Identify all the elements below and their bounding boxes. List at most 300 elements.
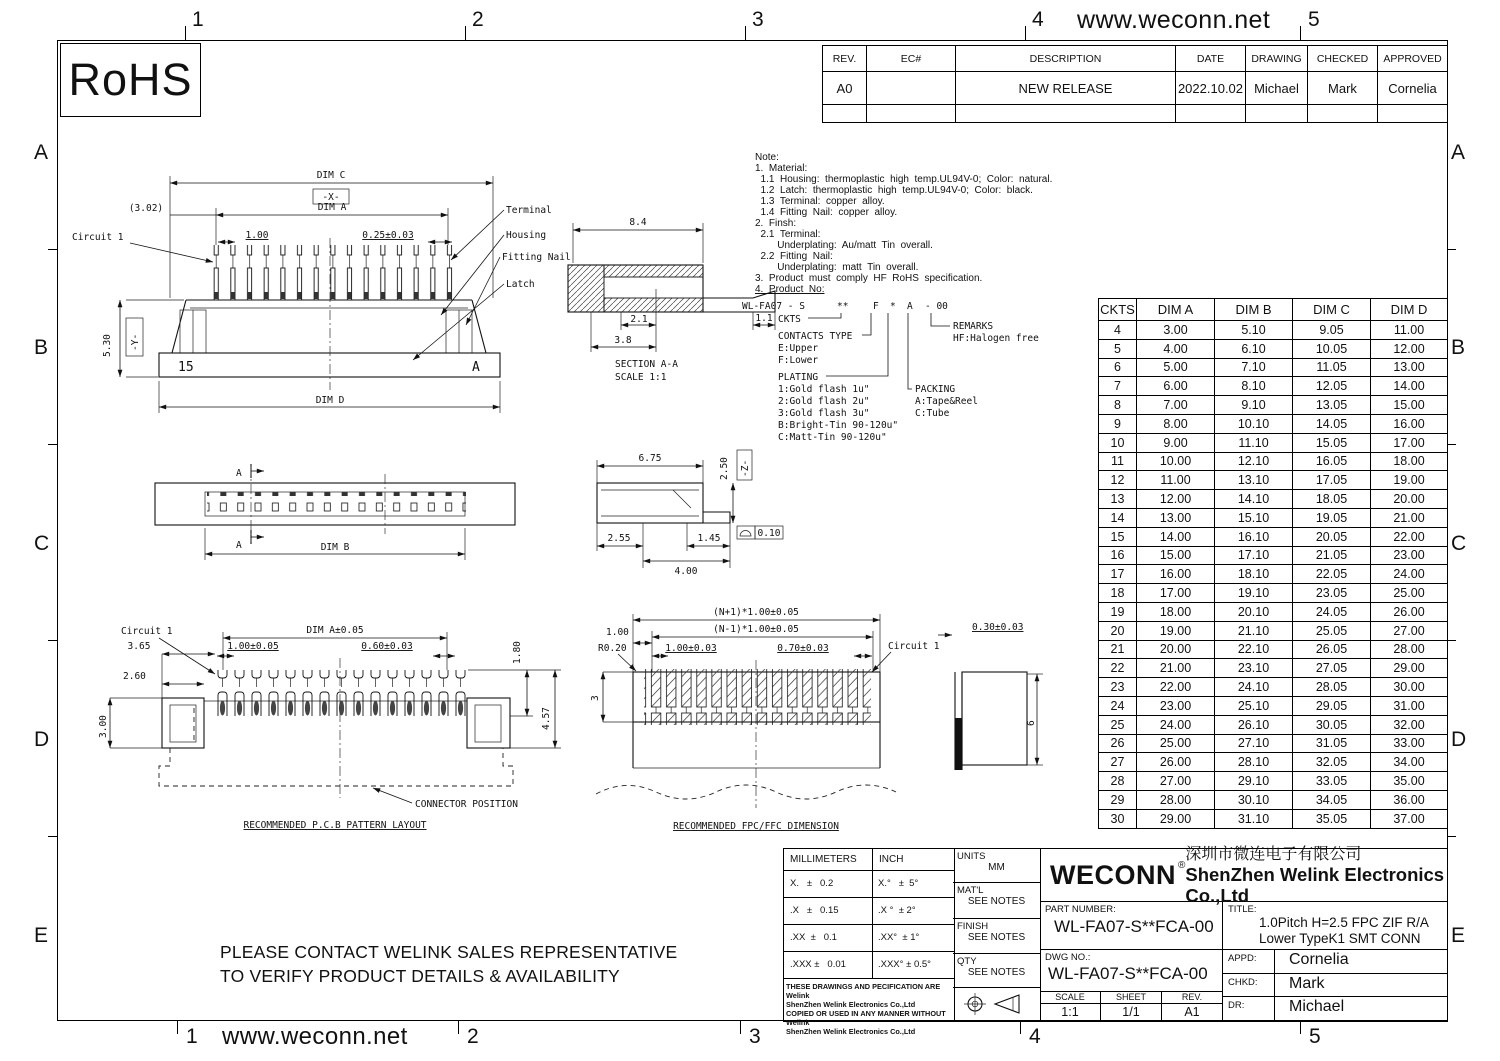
revision-table	[822, 45, 1448, 123]
dwg-signature-row	[1040, 950, 1447, 1020]
plating-option-b: B:Bright-Tin 90-120u"	[778, 420, 899, 431]
part-no-ckts-code: **	[837, 301, 849, 312]
title-label: TITLE:	[1228, 904, 1257, 915]
table-cell: 14.00	[1371, 377, 1448, 396]
fpc-circuit1-label: Circuit 1	[888, 641, 940, 652]
fpc-r020-label: R0.20	[598, 643, 627, 654]
table-cell: 23.10	[1215, 659, 1293, 678]
table-cell: 37.00	[1371, 809, 1448, 828]
drawing-disclaimer	[784, 979, 954, 1039]
dim-d-label: DIM D	[315, 395, 345, 406]
date-header: DATE	[1176, 46, 1246, 72]
table-row	[1099, 414, 1448, 433]
packing-label: PACKING	[915, 384, 956, 395]
table-cell: 9.05	[1293, 321, 1371, 340]
zone-tick	[745, 26, 746, 40]
sheet-value: 1/1	[1122, 1005, 1140, 1019]
table-cell: 28.00	[1137, 790, 1215, 809]
table-cell: 11	[1099, 452, 1137, 471]
part-number-breakdown	[740, 297, 1110, 449]
table-row	[1099, 321, 1448, 340]
table-cell: 35.00	[1371, 772, 1448, 791]
table-cell	[867, 72, 956, 105]
units-label: UNITS	[957, 851, 986, 862]
table-cell: 9	[1099, 414, 1137, 433]
zone-left-e: E	[34, 924, 49, 947]
inch-header: INCH	[879, 854, 904, 865]
note-line: 1.2 Latch: thermoplastic high temp.UL94V-0; Color: black.	[755, 185, 1033, 196]
table-cell: 8.00	[1137, 414, 1215, 433]
table-cell: 5.10	[1215, 321, 1293, 340]
dim-3-65-label: 3.65	[127, 641, 151, 652]
tolerance-header-row	[784, 849, 954, 871]
table-cell: 9.10	[1215, 396, 1293, 415]
table-cell: 24.10	[1215, 678, 1293, 697]
table-cell: 28.10	[1215, 753, 1293, 772]
title-line-2: Lower TypeK1 SMT CONN	[1259, 931, 1421, 946]
table-row	[1099, 753, 1448, 772]
table-cell: 23.00	[1371, 546, 1448, 565]
fpc-stiffener	[955, 718, 962, 770]
table-cell: A0	[823, 72, 867, 105]
plating-option-c: C:Matt-Tin 90-120u"	[778, 432, 887, 443]
contacts-type-label: CONTACTS TYPE	[778, 331, 853, 342]
tol-mm-1: X. ± 0.2	[784, 871, 873, 897]
rev-label: REV.	[1162, 992, 1222, 1004]
dim-1-1-label: 1.1	[755, 313, 773, 324]
table-cell: 12	[1099, 471, 1137, 490]
section-view	[553, 195, 788, 390]
table-cell: 15.10	[1215, 508, 1293, 527]
table-cell: 5	[1099, 339, 1137, 358]
table-cell: 25.05	[1293, 621, 1371, 640]
section-mark-a-bottom: A	[236, 540, 242, 551]
zone-right-a: A	[1451, 141, 1466, 164]
pitch-label: 1.00	[245, 230, 269, 241]
table-cell	[1308, 105, 1378, 123]
notes-block	[755, 152, 1100, 295]
note-line: 1.3 Terminal: copper alloy.	[755, 196, 885, 207]
table-cell: 21.05	[1293, 546, 1371, 565]
plating-option-1: 1:Gold flash 1u"	[778, 384, 870, 395]
table-cell: 16.10	[1215, 527, 1293, 546]
table-cell: 14.10	[1215, 490, 1293, 509]
table-cell: 27.10	[1215, 734, 1293, 753]
table-row	[1099, 433, 1448, 452]
contacts-e-upper: E:Upper	[778, 343, 819, 354]
table-cell: 29	[1099, 790, 1137, 809]
side-view-body	[597, 483, 703, 523]
table-cell: 29.05	[1293, 696, 1371, 715]
table-cell: 25.00	[1371, 584, 1448, 603]
units-block	[953, 848, 1041, 1022]
pcb-left-pad	[162, 698, 204, 748]
zone-top-5: 5	[1308, 8, 1320, 31]
pcb-pattern-view	[95, 598, 590, 853]
note-line: 2.1 Terminal:	[755, 229, 821, 240]
table-cell: 27.00	[1371, 621, 1448, 640]
zone-tick	[1447, 444, 1456, 445]
ec-header: EC#	[867, 46, 956, 72]
zone-tick	[1447, 836, 1456, 837]
table-cell: 16.05	[1293, 452, 1371, 471]
pcb-caption: RECOMMENDED P.C.B PATTERN LAYOUT	[243, 820, 427, 831]
table-cell: 27	[1099, 753, 1137, 772]
table-cell: 7.10	[1215, 358, 1293, 377]
table-cell: 14.00	[1137, 527, 1215, 546]
table-cell: 32.00	[1371, 715, 1448, 734]
table-row	[1099, 809, 1448, 828]
table-cell: 20.10	[1215, 602, 1293, 621]
contacts-f-lower: F:Lower	[778, 355, 819, 366]
note-line: 3. Product must comply HF RoHS specification.	[755, 273, 983, 284]
table-cell: 28.00	[1371, 640, 1448, 659]
dim-a-col-header: DIM A	[1137, 299, 1215, 321]
tol-inch-4: .XXX° ± 0.5°	[878, 959, 931, 970]
table-cell: 11.00	[1137, 471, 1215, 490]
housing-label: Housing	[506, 230, 547, 241]
finish-label: FINISH	[957, 921, 989, 932]
table-cell: 26.05	[1293, 640, 1371, 659]
tol-mm-3: .XX ± 0.1	[784, 925, 873, 951]
description-header: DESCRIPTION	[956, 46, 1176, 72]
table-cell: 19.00	[1137, 621, 1215, 640]
zone-tick	[740, 1020, 741, 1034]
dim-1-80-label: 1.80	[512, 641, 523, 664]
table-cell	[867, 105, 956, 123]
table-cell: 21.00	[1137, 659, 1215, 678]
dim-3-8-label: 3.8	[614, 335, 632, 346]
note-line: Note:	[755, 152, 779, 163]
dwg-no-cell	[1040, 950, 1222, 992]
table-row	[823, 72, 1448, 105]
table-row	[1099, 790, 1448, 809]
part-number-cell	[1040, 902, 1223, 949]
appd-row	[1223, 950, 1447, 974]
table-cell: 19.00	[1371, 471, 1448, 490]
remarks-label: REMARKS	[953, 321, 994, 332]
table-cell: 29.00	[1371, 659, 1448, 678]
table-cell: 15.00	[1371, 396, 1448, 415]
website-bottom: www.weconn.net	[222, 1023, 408, 1050]
table-row	[1099, 584, 1448, 603]
table-row	[1099, 358, 1448, 377]
part-number-label: PART NUMBER:	[1045, 904, 1116, 915]
table-cell: Michael	[1246, 72, 1308, 105]
table-cell: 31.10	[1215, 809, 1293, 828]
table-cell: 19	[1099, 602, 1137, 621]
fitting-nail-label: Fitting Nail	[502, 252, 571, 263]
dim-3-00-label: 3.00	[98, 715, 109, 738]
zone-right-b: B	[1451, 336, 1466, 359]
material-label: MAT'L	[957, 885, 984, 896]
table-cell: 27.00	[1137, 772, 1215, 791]
table-cell: 22.00	[1137, 678, 1215, 697]
table-cell: 16	[1099, 546, 1137, 565]
note-line: 1.1 Housing: thermoplastic high temp.UL94V-0; Color: natural.	[755, 174, 1053, 185]
tol-inch-1: X.° ± 5°	[878, 878, 919, 889]
packing-option-a: A:Tape&Reel	[915, 396, 978, 407]
table-cell: 31.05	[1293, 734, 1371, 753]
terminal-label: Terminal	[506, 205, 552, 216]
note-line: 4. Product No:	[755, 284, 825, 295]
note-line: 2.2 Fitting Nail:	[755, 251, 833, 262]
table-row	[1099, 339, 1448, 358]
zone-bottom-4: 4	[1029, 1025, 1041, 1048]
table-cell: NEW RELEASE	[956, 72, 1176, 105]
rev-value: A1	[1184, 1005, 1200, 1019]
dim-4-00-label: 4.00	[674, 566, 698, 577]
fpc-break-line	[596, 785, 896, 799]
zone-tick	[48, 249, 57, 250]
table-cell: 10.10	[1215, 414, 1293, 433]
table-row	[1099, 602, 1448, 621]
dim-c-label: DIM C	[316, 170, 346, 181]
plating-option-2: 2:Gold flash 2u"	[778, 396, 870, 407]
table-cell: 11.00	[1371, 321, 1448, 340]
fpc-thickness-label: 0.30±0.03	[972, 622, 1024, 633]
dim-b-col-header: DIM B	[1215, 299, 1293, 321]
zone-left-b: B	[34, 336, 49, 359]
zone-top-1: 1	[192, 8, 204, 31]
qty-section	[953, 954, 1040, 988]
dim-b-label: DIM B	[320, 542, 350, 553]
table-cell: 28	[1099, 772, 1137, 791]
dimension-header-row	[1099, 299, 1448, 321]
side-view	[573, 428, 808, 588]
disclaimer-line: ShenZhen Welink Electronics Co.,Ltd	[786, 1000, 916, 1009]
table-cell: 13.05	[1293, 396, 1371, 415]
section-mark-a-top: A	[236, 468, 242, 479]
table-cell: 24.05	[1293, 602, 1371, 621]
table-cell: 18.05	[1293, 490, 1371, 509]
front-view	[58, 150, 598, 435]
finish-value: SEE NOTES	[967, 932, 1026, 943]
table-cell: 20.00	[1137, 640, 1215, 659]
fpc-finger-width-label: 0.70±0.03	[777, 643, 829, 654]
table-cell: 19.05	[1293, 508, 1371, 527]
connector-position-label: CONNECTOR POSITION	[415, 799, 518, 810]
qty-label: QTY	[957, 956, 977, 967]
pcb-circuit1-label: Circuit 1	[121, 626, 173, 637]
zone-tick	[1025, 26, 1026, 40]
table-cell: 30	[1099, 809, 1137, 828]
title-cell	[1223, 902, 1447, 949]
zone-top-4: 4	[1032, 8, 1044, 31]
table-cell: 14.05	[1293, 414, 1371, 433]
table-cell: 29.10	[1215, 772, 1293, 791]
sheet-label: SHEET	[1101, 992, 1161, 1004]
table-cell: 5.00	[1137, 358, 1215, 377]
sheet-cell	[1100, 992, 1161, 1020]
dim-a-label: DIM A	[317, 202, 347, 213]
tolerance-table	[783, 848, 955, 1036]
tolerance-row	[784, 898, 954, 925]
table-cell: 7.00	[1137, 396, 1215, 415]
table-cell: 35.05	[1293, 809, 1371, 828]
table-cell: 11.05	[1293, 358, 1371, 377]
table-cell: 24.00	[1371, 565, 1448, 584]
table-row	[1099, 396, 1448, 415]
third-angle-projection-icon	[961, 991, 1033, 1017]
table-cell: 23.00	[1137, 696, 1215, 715]
dim-2-1-label: 2.1	[630, 314, 648, 325]
table-cell: 18.00	[1371, 452, 1448, 471]
zone-top-2: 2	[472, 8, 484, 31]
table-cell	[1246, 105, 1308, 123]
dim-1-45-label: 1.45	[697, 533, 721, 544]
zone-tick	[48, 444, 57, 445]
top-view	[128, 428, 558, 583]
table-cell: 25.10	[1215, 696, 1293, 715]
tol-inch-2: .X ° ± 2°	[878, 905, 916, 916]
table-cell: 8	[1099, 396, 1137, 415]
table-cell: 23	[1099, 678, 1137, 697]
table-cell: 10.00	[1137, 452, 1215, 471]
approved-header: APPROVED	[1378, 46, 1448, 72]
table-cell: 26	[1099, 734, 1137, 753]
table-cell: 18.10	[1215, 565, 1293, 584]
table-row	[1099, 471, 1448, 490]
tol-mm-4: .XXX ± 0.01	[784, 952, 873, 978]
table-cell: 33.05	[1293, 772, 1371, 791]
zone-right-d: D	[1451, 728, 1467, 751]
notice-line-2: TO VERIFY PRODUCT DETAILS & AVAILABILITY	[220, 966, 620, 986]
tolerance-row	[784, 871, 954, 898]
rohs-text: RoHS	[68, 54, 193, 105]
flatness-value: 0.10	[757, 528, 781, 539]
zone-right-c: C	[1451, 532, 1467, 555]
zone-bottom-1: 1	[186, 1025, 198, 1048]
ckts-label: CKTS	[778, 314, 801, 325]
dwg-no-value: WL-FA07-S**FCA-00	[1048, 964, 1208, 983]
table-cell: 17.00	[1137, 584, 1215, 603]
table-cell: 31.00	[1371, 696, 1448, 715]
rohs-logo	[60, 43, 201, 117]
material-section	[953, 883, 1040, 919]
table-cell: 7	[1099, 377, 1137, 396]
fpc-6-label: 6	[1026, 720, 1037, 726]
table-cell: 23.05	[1293, 584, 1371, 603]
table-cell: Mark	[1308, 72, 1378, 105]
title-line-1: 1.0Pitch H=2.5 FPC ZIF R/A	[1259, 915, 1429, 930]
table-cell: 29.00	[1137, 809, 1215, 828]
fpc-pitch-label: 1.00±0.03	[665, 643, 717, 654]
fpc-dimension-view	[588, 598, 1068, 853]
part-number-value: WL-FA07-S**FCA-00	[1054, 917, 1214, 936]
table-cell: 20.05	[1293, 527, 1371, 546]
weconn-logo: WECONN	[1050, 859, 1176, 890]
scale-cell	[1040, 992, 1100, 1020]
zone-tick	[458, 1020, 459, 1034]
table-cell: 15.05	[1293, 433, 1371, 452]
table-cell: 15	[1099, 527, 1137, 546]
dim-6-75-label: 6.75	[638, 453, 662, 464]
a-marking: A	[472, 360, 480, 375]
note-line: Underplating: matt Tin overall.	[755, 262, 919, 273]
pcb-pad-width-label: 0.60±0.03	[361, 641, 413, 652]
table-cell: 13	[1099, 490, 1137, 509]
datum-z-label: -Z-	[740, 459, 751, 477]
millimeters-header: MILLIMETERS	[784, 849, 873, 870]
zone-tick	[48, 836, 57, 837]
table-cell: 4.00	[1137, 339, 1215, 358]
scale-label: SCALE	[1040, 992, 1100, 1004]
part-no-remarks-code: - 00	[925, 301, 948, 312]
table-row	[1099, 640, 1448, 659]
table-cell	[823, 105, 867, 123]
zone-bottom-5: 5	[1309, 1025, 1321, 1048]
table-cell: 20.00	[1371, 490, 1448, 509]
zone-top-3: 3	[752, 8, 764, 31]
table-cell: 13.00	[1371, 358, 1448, 377]
note-line: 2. Finsh:	[755, 218, 797, 229]
table-cell: 18	[1099, 584, 1137, 603]
fpc-3-label: 3	[590, 695, 601, 701]
circuit1-label: Circuit 1	[72, 232, 124, 243]
table-cell: 6	[1099, 358, 1137, 377]
solder-pads	[213, 670, 468, 716]
tol-inch-3: .XX° ± 1°	[878, 932, 920, 943]
zone-tick	[1447, 640, 1456, 641]
table-row	[1099, 546, 1448, 565]
table-row	[1099, 452, 1448, 471]
dim-2-60-label: 2.60	[123, 671, 146, 682]
part-no-packing-code: A	[907, 301, 913, 312]
zone-bottom-2: 2	[467, 1025, 479, 1048]
table-cell: 6.10	[1215, 339, 1293, 358]
table-cell: 22.05	[1293, 565, 1371, 584]
table-cell: 12.00	[1137, 490, 1215, 509]
table-cell: 30.00	[1371, 678, 1448, 697]
dim-2-55-label: 2.55	[607, 533, 631, 544]
tolerance-row	[784, 925, 954, 952]
table-cell: Cornelia	[1378, 72, 1448, 105]
table-cell: 27.05	[1293, 659, 1371, 678]
table-cell: 21	[1099, 640, 1137, 659]
website-top: www.weconn.net	[1077, 6, 1271, 34]
sales-notice	[220, 940, 677, 988]
dim-c-col-header: DIM C	[1293, 299, 1371, 321]
table-cell: 11.10	[1215, 433, 1293, 452]
projection-section	[953, 988, 1040, 1019]
zone-tick	[1020, 1020, 1021, 1034]
table-cell: 30.05	[1293, 715, 1371, 734]
packing-option-c: C:Tube	[915, 408, 950, 419]
table-cell: 26.10	[1215, 715, 1293, 734]
table-cell: 6.00	[1137, 377, 1215, 396]
terminal-pins	[210, 245, 460, 300]
zone-left-a: A	[34, 141, 49, 164]
part-no-base: WL-FA07 - S	[742, 301, 805, 312]
disclaimer-line: THESE DRAWINGS AND PECIFICATION ARE Welink	[786, 982, 941, 1000]
latch-label: Latch	[506, 279, 535, 290]
fpc-fingers	[644, 669, 871, 725]
ckts-col-header: CKTS	[1099, 299, 1137, 321]
table-cell: 13.10	[1215, 471, 1293, 490]
table-cell: 17.00	[1371, 433, 1448, 452]
chkd-row	[1223, 974, 1447, 998]
table-row	[1099, 508, 1448, 527]
part-no-plating-code: *	[890, 301, 896, 312]
table-row	[1099, 527, 1448, 546]
company-name-en: ShenZhen Welink Electronics Co.,Ltd	[1185, 863, 1445, 907]
pcb-pitch-label: 1.00±0.05	[227, 641, 279, 652]
zone-left-c: C	[34, 532, 50, 555]
table-row	[1099, 678, 1448, 697]
table-cell: 36.00	[1371, 790, 1448, 809]
zone-tick	[48, 640, 57, 641]
